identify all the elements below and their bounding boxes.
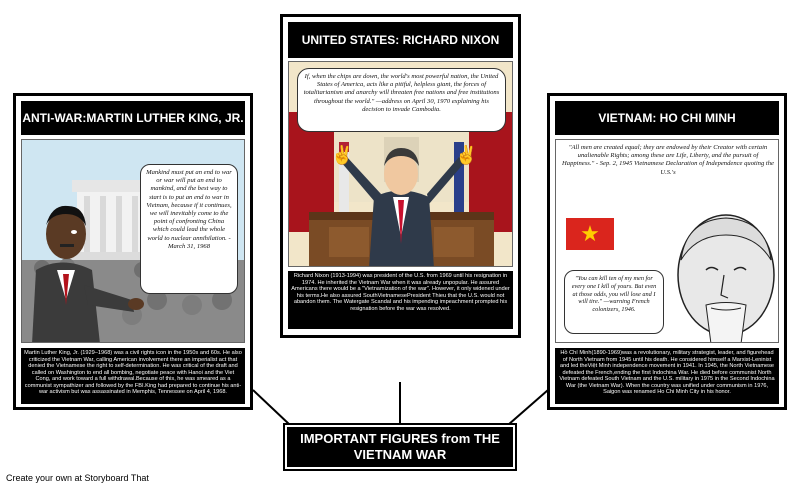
quote-bubble-mlk: Mankind must put an end to war or war will put an end to mankind, and the best way to start is to put an end to war in Vietnam, because if it continues, we will inevitably come to the point of confronting China which could lead the whole world to nuclear annihilation. - March 31, 1968 bbox=[140, 164, 238, 294]
panel-ho-chi-minh bbox=[547, 93, 787, 410]
panel-title-mlk: ANTI-WAR:MARTIN LUTHER KING, JR. bbox=[21, 101, 245, 135]
center-title: IMPORTANT FIGURES from THE VIETNAM WAR bbox=[285, 425, 515, 469]
scene-nixon bbox=[288, 61, 513, 267]
panel-nixon bbox=[280, 14, 521, 338]
peace-sign-hand-icon: ✌ bbox=[455, 145, 478, 165]
quote-bubble-ho-chi-minh: "You can kill ten of my men for every one I kill of yours. But even at those odds, you will lose and I will tire." —warning French colonizers, 1946. bbox=[564, 270, 664, 334]
caption-mlk: Martin Luther King, Jr. (1929–1968) was a civil rights icon in the 1950s and 60s. He also criticized the Vietnam War, calling American involvement there an imperialist act that denied the Vietnamese the right to self-determination. He was critical of the draft and called on Washington to end all bombing, negotiate peace with Hanoi and the Viet Cong, and work toward a full withdrawal.Because of this, he was smeared as a communist sympathizer and followed by the FBI.King had prepared to continue his anti-war activism but was assassinated in Memphis, Tennessee on April 4, 1968. bbox=[21, 348, 245, 404]
scene-ho-chi-minh bbox=[555, 139, 779, 343]
scene-mlk bbox=[21, 139, 245, 343]
quote-ho-chi-minh-top: "All men are created equal; they are endowed by their Creator with certain unalienable Rights; among these are Life, Liberty, and the pursuit of Happiness." - Sep. 2, 1945 Vietnamese Declaration of Independence quoting the U.S.'s bbox=[562, 144, 774, 176]
footer-credit[interactable]: Create your own at Storyboard That bbox=[6, 473, 149, 483]
star-icon: ★ bbox=[580, 221, 600, 246]
caption-nixon: Richard Nixon (1913-1994) was president of the U.S. from 1969 until his resignation in 1974. He inherited the Vietnam War when it was already unpopular. He assured Americans there would be a "Vietnamization of the war". However, it only widened under his terms.He also assured SouthVietnamesePresident Thieu that the U.S. would not abandon them. The Watergate Scandal and his impending impeachment prompted his resignation before the war was resolved. bbox=[288, 271, 513, 329]
quote-bubble-nixon: If, when the chips are down, the world's most powerful nation, the United States of America, acts like a pitiful, helpless giant, the forces of totalitarianism and anarchy will threaten free nations and free institutions throughout the world." —address on April 30, 1970 explaining his decision to invade Cambodia. bbox=[297, 68, 506, 132]
caption-ho-chi-minh: Hồ Chí Minh(1890-1969)was a revolutionary, military strategist, leader, and figurehead of North Vietnam from 1945 until his death. He considered himself a Marxist-Leninist and led theViệt Minh independence movement in 1941. In 1945, the North Vietnamese defeated the French,ending the first Indochina War. He died before communist North Vietnam defeated South Vietnam and the U.S. military in 1975 in the Second Indochina War (the Vietnam War). When the country was unified under communism in 1976, Saigon was renamed Ho Chi Minh City in his honor. bbox=[555, 348, 779, 404]
panel-mlk bbox=[13, 93, 253, 410]
peace-sign-hand-icon: ✌ bbox=[331, 145, 354, 165]
panel-title-ho-chi-minh: VIETNAM: HO CHI MINH bbox=[555, 101, 779, 135]
panel-title-nixon: UNITED STATES: RICHARD NIXON bbox=[288, 22, 513, 58]
